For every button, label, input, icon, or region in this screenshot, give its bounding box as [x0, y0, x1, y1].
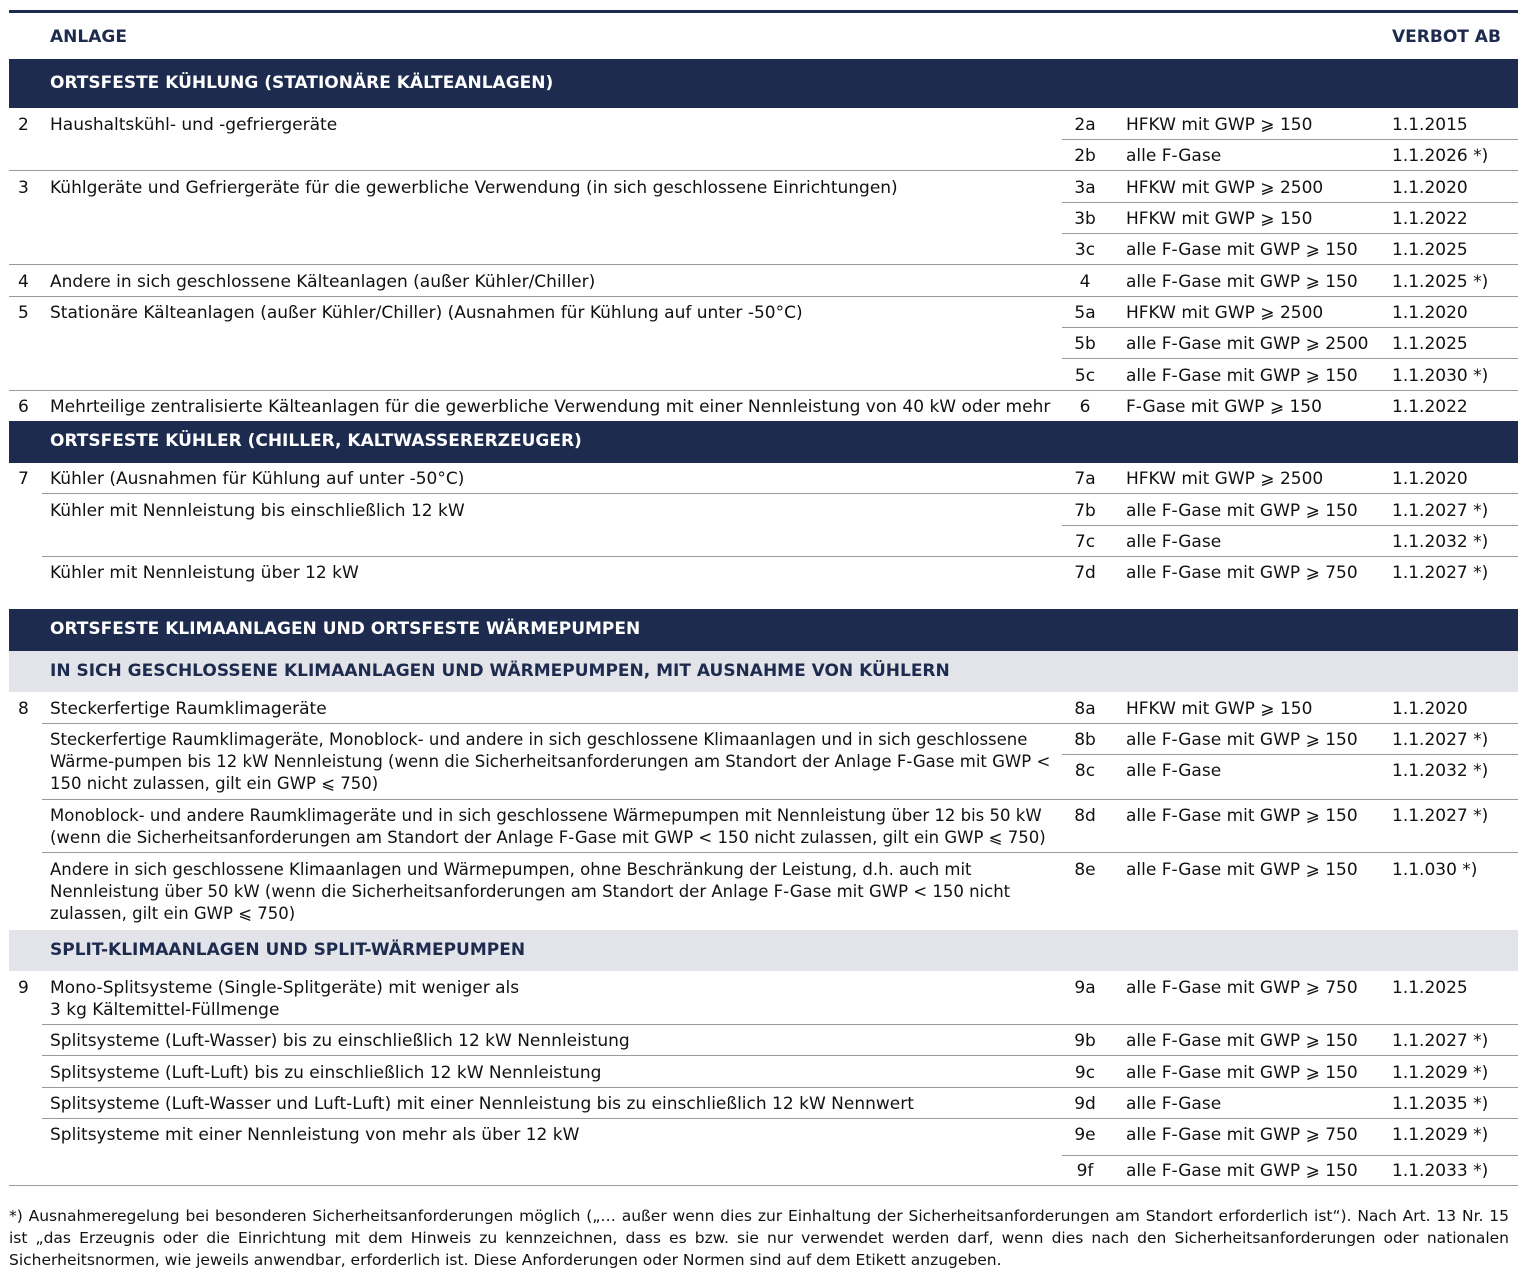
row-date: 1.1.2022	[1392, 397, 1468, 417]
row-gas: HFKW mit GWP ⩾ 2500	[1126, 469, 1324, 489]
subsection-header-in-sich-geschlossen	[9, 651, 1518, 692]
row-date: 1.1.2032 *)	[1392, 532, 1489, 552]
top-rule	[9, 10, 1518, 13]
group-description: Kühler (Ausnahmen für Kühlung auf unter -50°C)	[50, 469, 465, 489]
row-code: 8e	[1074, 860, 1096, 880]
row-gas: HFKW mit GWP ⩾ 150	[1126, 115, 1313, 135]
row-divider	[42, 1118, 1518, 1119]
row-date: 1.1.2027 *)	[1392, 501, 1489, 521]
row-date: 1.1.2027 *)	[1392, 730, 1489, 750]
section-header-ortsfeste-kuehler	[9, 421, 1518, 463]
subsection-header-split	[9, 930, 1518, 971]
group-description: Kühlgeräte und Gefriergeräte für die gewerbliche Verwendung (in sich geschlossene Einrichtungen)	[50, 178, 898, 198]
row-divider	[42, 723, 1518, 724]
group-description: Kühler mit Nennleistung über 12 kW	[50, 563, 359, 583]
row-code: 5a	[1074, 303, 1096, 323]
group-description: Splitsysteme (Luft-Wasser) bis zu einschließlich 12 kW Nennleistung	[50, 1031, 630, 1051]
row-gas: alle F-Gase	[1126, 146, 1222, 166]
row-gas: alle F-Gase mit GWP ⩾ 150	[1126, 1063, 1358, 1083]
row-date: 1.1.2025 *)	[1392, 272, 1489, 292]
group-description: Haushaltskühl- und -gefriergeräte	[50, 115, 338, 135]
section-title: ORTSFESTE KÜHLER (CHILLER, KALTWASSERERZEUGER)	[50, 431, 582, 451]
row-gas: alle F-Gase mit GWP ⩾ 150	[1126, 730, 1358, 750]
group-description: Monoblock- und andere Raumklimageräte und in sich geschlossene Wärmepumpen mit Nennleistung über 12 bis 50 kW (wenn die Sicherheitsanforderungen am Standort der Anlage F-Gase mit GWP < 150 nicht zulassen, gilt ein GWP ⩽ 750)	[50, 806, 1046, 847]
row-date: 1.1.2027 *)	[1392, 1031, 1489, 1051]
group-divider	[9, 296, 1518, 297]
group-description: Mehrteilige zentralisierte Kälteanlagen für die gewerbliche Verwendung mit einer Nennleistung von 40 kW oder mehr	[50, 397, 1051, 417]
row-date: 1.1.2020	[1392, 469, 1468, 489]
column-header-verbot-ab: VERBOT AB	[1392, 27, 1501, 47]
row-date: 1.1.2020	[1392, 699, 1468, 719]
row-code: 8c	[1074, 761, 1096, 781]
group-number: 8	[18, 699, 29, 719]
group-number: 7	[18, 469, 29, 489]
row-code: 3c	[1074, 240, 1096, 260]
row-gas: alle F-Gase mit GWP ⩾ 150	[1126, 806, 1358, 826]
row-code: 2b	[1074, 146, 1096, 166]
row-code: 5c	[1074, 366, 1096, 386]
row-divider	[42, 1055, 1518, 1056]
section-title: ORTSFESTE KLIMAANLAGEN UND ORTSFESTE WÄRMEPUMPEN	[50, 619, 641, 639]
row-divider	[1062, 1155, 1518, 1156]
row-date: 1.1.2033 *)	[1392, 1161, 1489, 1181]
row-code: 3b	[1074, 209, 1096, 229]
row-code: 2a	[1074, 115, 1096, 135]
row-date: 1.1.2030 *)	[1392, 366, 1489, 386]
group-number: 9	[18, 978, 29, 998]
row-gas: alle F-Gase mit GWP ⩾ 150	[1126, 860, 1358, 880]
section-header-klimaanlagen-waermepumpen	[9, 609, 1518, 651]
group-description: Andere in sich geschlossene Kälteanlagen (außer Kühler/Chiller)	[50, 272, 596, 292]
row-code: 8d	[1074, 806, 1096, 826]
row-date: 1.1.2026 *)	[1392, 146, 1489, 166]
row-date: 1.1.2027 *)	[1392, 563, 1489, 583]
row-divider	[42, 493, 1518, 494]
row-gas: alle F-Gase mit GWP ⩾ 150	[1126, 272, 1358, 292]
row-date: 1.1.030 *)	[1392, 860, 1478, 880]
row-code: 6	[1079, 397, 1091, 417]
group-divider	[9, 170, 1518, 171]
row-gas: alle F-Gase mit GWP ⩾ 150	[1126, 366, 1358, 386]
group-number: 4	[18, 272, 29, 292]
group-number: 5	[18, 303, 29, 323]
footnote: *) Ausnahmeregelung bei besonderen Sicherheitsanforderungen möglich („… außer wenn dies zur Einhaltung der Sicherheitsanforderungen am Standort erforderlich ist“). Nach Art. 13 Nr. 15 ist „das Erzeugnis oder die Einrichtung mit dem Hinweis zu kennzeichnen, dass es bzw. sie nur verwendet werden darf, wenn dies nach den Sicherheitsanforderungen oder nationalen Sicherheitsnormen, wie jeweils anwendbar, erforderlich ist. Diese Anforderungen oder Normen sind auf dem Etikett anzugeben.	[9, 1207, 1509, 1269]
row-divider	[42, 556, 1518, 557]
group-description: Kühler mit Nennleistung bis einschließlich 12 kW	[50, 501, 465, 521]
subsection-title: SPLIT-KLIMAANLAGEN UND SPLIT-WÄRMEPUMPEN	[50, 940, 526, 960]
row-date: 1.1.2020	[1392, 303, 1468, 323]
row-code: 9c	[1074, 1063, 1096, 1083]
row-date: 1.1.2020	[1392, 178, 1468, 198]
row-gas: alle F-Gase mit GWP ⩾ 750	[1126, 1125, 1358, 1145]
row-date: 1.1.2022	[1392, 209, 1468, 229]
group-description: Mono-Splitsysteme (Single-Splitgeräte) mit weniger als 3 kg Kältemittel-Füllmenge	[50, 978, 520, 1020]
row-gas: alle F-Gase	[1126, 532, 1222, 552]
row-gas: alle F-Gase mit GWP ⩾ 150	[1126, 1031, 1358, 1051]
row-divider	[1062, 327, 1518, 328]
subsection-title: IN SICH GESCHLOSSENE KLIMAANLAGEN UND WÄRMEPUMPEN, MIT AUSNAHME VON KÜHLERN	[50, 661, 950, 681]
row-gas: HFKW mit GWP ⩾ 150	[1126, 699, 1313, 719]
row-divider	[1062, 754, 1518, 755]
row-divider	[1062, 202, 1518, 203]
row-gas: alle F-Gase mit GWP ⩾ 750	[1126, 978, 1358, 998]
row-date: 1.1.2015	[1392, 115, 1468, 135]
section-title: ORTSFESTE KÜHLUNG (STATIONÄRE KÄLTEANLAGEN)	[50, 73, 554, 93]
group-number: 6	[18, 397, 29, 417]
row-gas: HFKW mit GWP ⩾ 2500	[1126, 303, 1324, 323]
group-description: Steckerfertige Raumklimageräte, Monoblock- und andere in sich geschlossene Klimaanlagen und in sich geschlossene Wärme-pumpen bis 12 kW Nennleistung (wenn die Sicherheitsanforderungen am Standort der Anlage F-Gase mit GWP < 150 nicht zulassen, gilt ein GWP ⩽ 750)	[50, 730, 1051, 793]
row-gas: alle F-Gase mit GWP ⩾ 150	[1126, 240, 1358, 260]
row-date: 1.1.2027 *)	[1392, 806, 1489, 826]
group-description: Splitsysteme (Luft-Luft) bis zu einschließlich 12 kW Nennleistung	[50, 1063, 602, 1083]
section-header-ortsfeste-kuehlung	[9, 59, 1518, 108]
row-code: 5b	[1074, 334, 1096, 354]
row-code: 9d	[1074, 1094, 1096, 1114]
row-gas: alle F-Gase mit GWP ⩾ 750	[1126, 563, 1358, 583]
group-number: 2	[18, 115, 29, 135]
row-code: 9a	[1074, 978, 1096, 998]
row-date: 1.1.2029 *)	[1392, 1063, 1489, 1083]
row-date: 1.1.2032 *)	[1392, 761, 1489, 781]
group-description: Stationäre Kälteanlagen (außer Kühler/Chiller) (Ausnahmen für Kühlung auf unter -50°C)	[50, 303, 803, 323]
row-code: 9b	[1074, 1031, 1096, 1051]
row-code: 7c	[1074, 532, 1096, 552]
row-divider	[42, 799, 1518, 800]
row-code: 8a	[1074, 699, 1096, 719]
row-code: 3a	[1074, 178, 1096, 198]
row-code: 7d	[1074, 563, 1096, 583]
row-date: 1.1.2029 *)	[1392, 1125, 1489, 1145]
group-divider	[9, 390, 1518, 391]
row-gas: alle F-Gase mit GWP ⩾ 150	[1126, 1161, 1358, 1181]
row-gas: alle F-Gase mit GWP ⩾ 2500	[1126, 334, 1369, 354]
row-divider	[1062, 139, 1518, 140]
row-gas: HFKW mit GWP ⩾ 2500	[1126, 178, 1324, 198]
group-description: Splitsysteme mit einer Nennleistung von mehr als über 12 kW	[50, 1125, 580, 1145]
group-description: Splitsysteme (Luft-Wasser und Luft-Luft) mit einer Nennleistung bis zu einschließlich 12 kW Nennwert	[50, 1094, 914, 1114]
row-code: 4	[1079, 272, 1091, 292]
row-gas: HFKW mit GWP ⩾ 150	[1126, 209, 1313, 229]
column-header-anlage: ANLAGE	[50, 27, 127, 47]
row-divider	[42, 852, 1518, 853]
row-divider	[42, 1024, 1518, 1025]
row-code: 9f	[1076, 1161, 1094, 1181]
table-bottom-rule	[9, 1185, 1518, 1186]
group-description: Steckerfertige Raumklimageräte	[50, 699, 327, 719]
row-gas: F-Gase mit GWP ⩾ 150	[1126, 397, 1322, 417]
row-code: 9e	[1074, 1125, 1096, 1145]
row-gas: alle F-Gase mit GWP ⩾ 150	[1126, 501, 1358, 521]
row-divider	[1062, 358, 1518, 359]
group-divider	[9, 264, 1518, 265]
row-gas: alle F-Gase	[1126, 761, 1222, 781]
row-date: 1.1.2025	[1392, 978, 1468, 998]
group-number: 3	[18, 178, 29, 198]
row-divider	[1062, 525, 1518, 526]
row-code: 7b	[1074, 501, 1096, 521]
row-date: 1.1.2035 *)	[1392, 1094, 1489, 1114]
row-date: 1.1.2025	[1392, 240, 1468, 260]
row-code: 7a	[1074, 469, 1096, 489]
row-divider	[42, 1087, 1518, 1088]
row-divider	[1062, 233, 1518, 234]
row-gas: alle F-Gase	[1126, 1094, 1222, 1114]
row-date: 1.1.2025	[1392, 334, 1468, 354]
row-code: 8b	[1074, 730, 1096, 750]
group-description: Andere in sich geschlossene Klimaanlagen und Wärmepumpen, ohne Beschränkung der Leistung, d.h. auch mit Nennleistung über 50 kW (wenn die Sicherheitsanforderungen am Standort der Anlage F-Gase mit GWP < 150 nicht zulassen, gilt ein GWP ⩽ 750)	[50, 860, 1011, 923]
